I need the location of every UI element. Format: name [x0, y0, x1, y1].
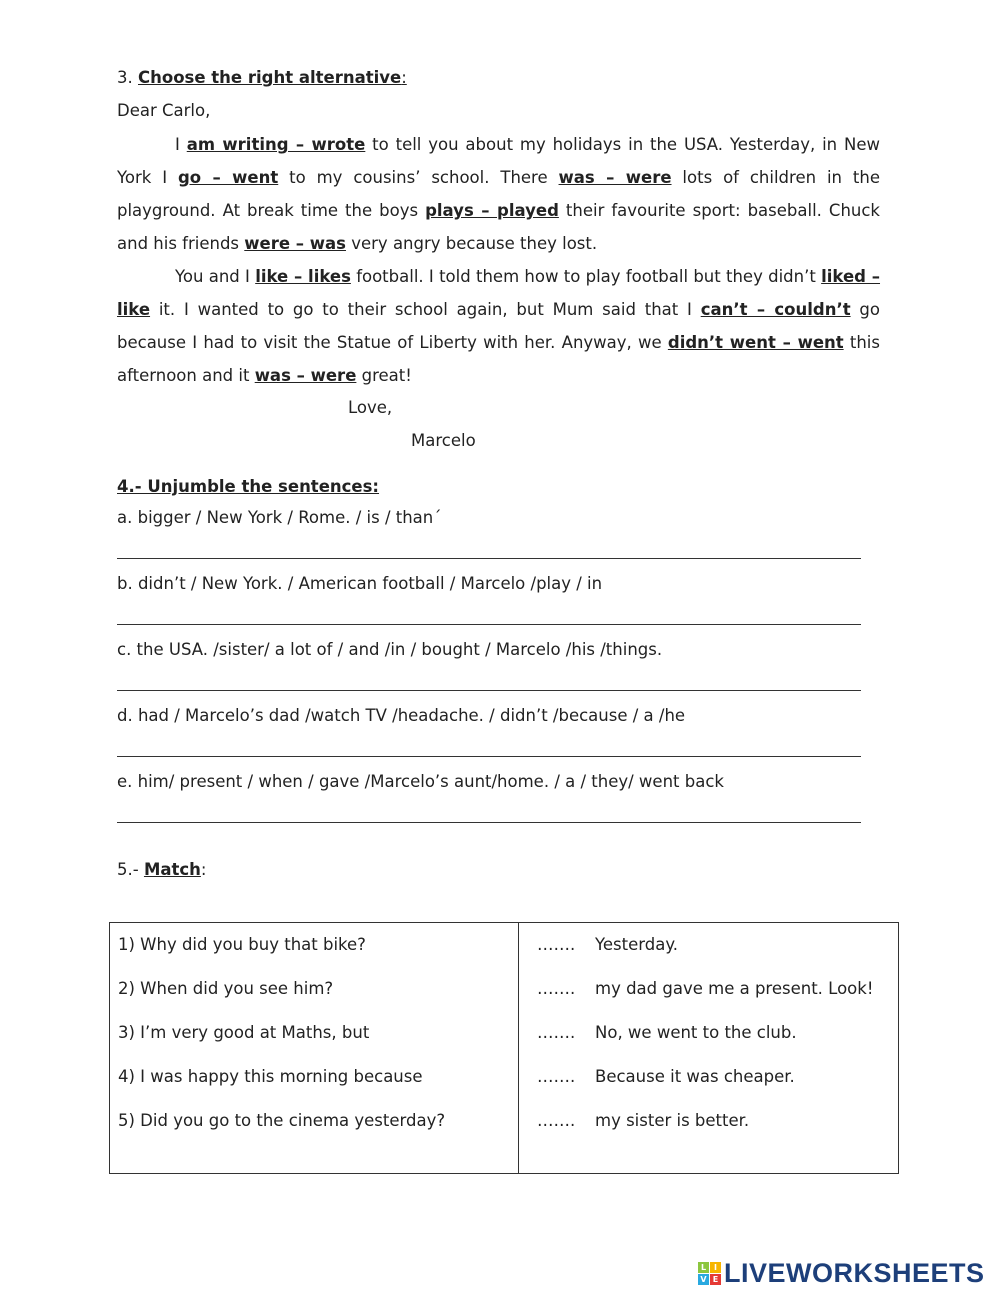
match-question: 5) Did you go to the cinema yesterday? — [118, 1111, 446, 1130]
letter-text: this afternoon and it — [117, 333, 880, 385]
answer-blank[interactable]: ……. — [537, 979, 576, 998]
logo-cube: L — [698, 1262, 709, 1273]
letter-text: to my cousins’ school. There — [278, 168, 559, 187]
logo-cubes-icon — [698, 1262, 721, 1285]
section-4-title: 4.- Unjumble the sentences: — [117, 477, 380, 496]
answer-blank[interactable]: ……. — [537, 935, 576, 954]
alternative-choice[interactable]: am writing – wrote — [186, 135, 366, 154]
letter-signature: Marcelo — [411, 431, 476, 450]
logo-cube: I — [710, 1262, 721, 1273]
alternative-choice[interactable]: was – were — [254, 366, 357, 385]
colon: : — [401, 68, 407, 87]
alternative-choice[interactable]: was – were — [558, 168, 672, 187]
match-answer: Because it was cheaper. — [595, 1067, 795, 1086]
alternative-choice[interactable]: like – likes — [255, 267, 351, 286]
letter-text: You and I — [175, 267, 256, 286]
section-title: Match — [143, 860, 201, 879]
unjumble-item: d. had / Marcelo’s dad /watch TV /headache. / didn’t /because / a /he — [117, 706, 686, 725]
logo-cube: V — [698, 1274, 709, 1285]
letter-text: very angry because they lost. — [345, 234, 598, 253]
match-answer: Yesterday. — [595, 935, 678, 954]
match-question: 3) I’m very good at Maths, but — [118, 1023, 370, 1042]
match-question: 2) When did you see him? — [118, 979, 334, 998]
match-answer-row — [537, 1109, 898, 1153]
answer-line[interactable] — [117, 822, 861, 823]
letter-text: it. I wanted to go to their school again, but Mum said that I — [150, 300, 701, 319]
answer-line[interactable] — [117, 690, 861, 691]
answer-blank[interactable]: ……. — [537, 1067, 576, 1086]
match-answer: my sister is better. — [595, 1111, 750, 1130]
match-answer: my dad gave me a present. Look! — [595, 979, 874, 998]
section-3-heading — [117, 68, 880, 87]
alternative-choice[interactable]: were – was — [244, 234, 346, 253]
match-table — [109, 922, 899, 1174]
questions-column — [110, 923, 519, 1174]
match-answer: No, we went to the club. — [595, 1023, 797, 1042]
section-5-heading — [117, 860, 880, 879]
letter-text: their favourite sport: baseball. Chuck and his friends — [117, 201, 880, 253]
letter-paragraph-2 — [117, 260, 880, 392]
letter-closing: Love, — [348, 398, 393, 417]
unjumble-item: b. didn’t / New York. / American football / Marcelo /play / in — [117, 574, 603, 593]
letter-text: to tell you about my holidays in the USA. Yesterday, in New York I — [117, 135, 880, 187]
colon: : — [200, 860, 207, 879]
match-answer-row — [537, 977, 898, 1021]
answer-line[interactable] — [117, 624, 861, 625]
answer-line[interactable] — [117, 756, 861, 757]
logo-text: LIVEWORKSHEETS — [724, 1258, 985, 1288]
unjumble-item: e. him/ present / when / gave /Marcelo’s aunt/home. / a / they/ went back — [117, 772, 724, 791]
alternative-choice[interactable]: plays – played — [425, 201, 559, 220]
alternative-choice[interactable]: can’t – couldn’t — [700, 300, 851, 319]
unjumble-item: a. bigger / New York / Rome. / is / than´ — [117, 508, 442, 527]
match-question: 4) I was happy this morning because — [118, 1067, 423, 1086]
logo-cube: E — [710, 1274, 721, 1285]
letter-text: I — [175, 135, 187, 154]
section-number: 5.- — [117, 860, 144, 879]
answer-blank[interactable]: ……. — [537, 1023, 576, 1042]
greeting: Dear Carlo, — [117, 101, 211, 120]
letter-paragraph-1 — [117, 128, 880, 260]
match-question: 1) Why did you buy that bike? — [118, 935, 366, 954]
section-title: Choose the right alternative — [138, 68, 402, 87]
answers-column — [519, 923, 899, 1174]
match-answer-row — [537, 933, 898, 977]
letter-text: go because I had to visit the Statue of Liberty with her. Anyway, we — [117, 300, 880, 352]
match-answer-row — [537, 1021, 898, 1065]
alternative-choice[interactable]: go – went — [177, 168, 279, 187]
match-answer-row — [537, 1065, 898, 1109]
answer-blank[interactable]: ……. — [537, 1111, 576, 1130]
section-number: 3. — [117, 68, 138, 87]
alternative-choice[interactable]: liked – like — [117, 267, 881, 319]
liveworksheets-logo — [698, 1258, 985, 1289]
letter-text: lots of children in the playground. At break time the boys — [117, 168, 880, 220]
alternative-choice[interactable]: didn’t went – went — [667, 333, 844, 352]
unjumble-item: c. the USA. /sister/ a lot of / and /in / bought / Marcelo /his /things. — [117, 640, 663, 659]
letter-text: great! — [356, 366, 412, 385]
letter-text: football. I told them how to play football but they didn’t — [350, 267, 822, 286]
answer-line[interactable] — [117, 558, 861, 559]
